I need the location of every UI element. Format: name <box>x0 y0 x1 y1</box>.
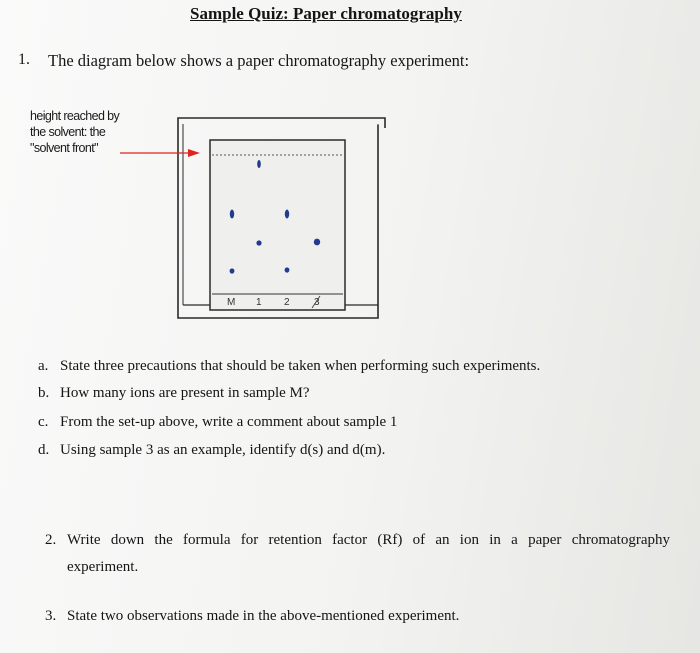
baseline-label-1: 1 <box>256 297 262 308</box>
spot-1-top <box>257 160 261 168</box>
question-3-number: 3. <box>45 608 57 624</box>
subquestion-b-letter: b. <box>38 385 50 401</box>
spot-2-upper <box>285 210 289 219</box>
subquestion-c <box>38 414 397 431</box>
question-1-text: The diagram below shows a paper chromatography experiment: <box>48 51 470 70</box>
pointer-arrowhead <box>188 149 200 157</box>
question-2-number: 2. <box>45 532 57 548</box>
question-3-text: State two observations made in the above-mentioned experiment. <box>67 608 460 624</box>
solvent-front-label-line-3: "solvent front" <box>30 141 98 155</box>
subquestion-c-text: From the set-up above, write a comment about sample 1 <box>60 414 398 430</box>
question-2-text: Write down the formula for retention factor (Rf) of an ion in a paper chromatography <box>67 532 670 548</box>
question-2 <box>45 527 670 581</box>
solvent-front-label-line-1: height reached by <box>30 109 120 123</box>
subquestion-d-text: Using sample 3 as an example, identify d(s) and d(m). <box>60 442 386 458</box>
spot-1-middle <box>256 240 261 245</box>
baseline-label-m: M <box>227 297 236 308</box>
subquestion-d-letter: d. <box>38 442 50 458</box>
baseline-label-2: 2 <box>284 297 290 308</box>
subquestion-b <box>38 385 310 402</box>
subquestion-b-text: How many ions are present in sample M? <box>60 385 310 401</box>
baseline-label-3: 3 <box>314 297 320 308</box>
spot-3 <box>314 239 320 246</box>
question-2-line-2: experiment. <box>67 559 139 575</box>
chromatography-paper <box>210 140 345 310</box>
question-3 <box>45 608 459 625</box>
page-title: Sample Quiz: Paper chromatography <box>190 4 462 23</box>
solvent-front-label-line-2: the solvent: the <box>30 125 106 139</box>
subquestion-a-text: State three precautions that should be taken when performing such experiments. <box>60 358 541 374</box>
question-1-number: 1. <box>18 51 30 68</box>
subquestion-a-letter: a. <box>38 358 49 374</box>
spot-m-lower <box>230 268 235 273</box>
question-2-line-1 <box>45 527 670 554</box>
spot-m-upper <box>230 210 234 219</box>
subquestion-c-letter: c. <box>38 414 49 430</box>
subquestion-a <box>38 358 540 375</box>
spot-2-lower <box>285 267 290 272</box>
subquestion-d <box>38 442 385 459</box>
